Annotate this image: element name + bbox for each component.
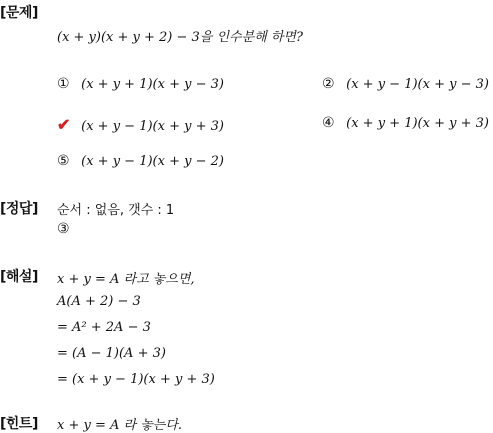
choice-text: (x + y + 1)(x + y − 3) [81, 77, 224, 92]
answer-value: ③ [57, 221, 70, 237]
explanation-line: x + y = A 라고 놓으면, [57, 272, 195, 287]
choice-number: ⑤ [57, 153, 70, 169]
hint-text: x + y = A 라 놓는다. [57, 418, 183, 433]
explanation-line: = (A − 1)(A + 3) [57, 346, 166, 361]
answer-order-line: 순서 : 없음, 갯수 : 1 [57, 203, 175, 218]
choice-text: (x + y − 1)(x + y − 2) [81, 154, 224, 169]
choice-1[interactable] [57, 76, 224, 92]
explanation-line: = A² + 2A − 3 [57, 320, 151, 335]
answer-label: [정답] [0, 201, 38, 217]
choice-3[interactable] [57, 115, 224, 134]
explanation-line: = (x + y − 1)(x + y + 3) [57, 372, 215, 387]
choice-4[interactable] [322, 115, 489, 131]
hint-label: [힌트] [0, 416, 38, 432]
choice-text: (x + y − 1)(x + y + 3) [81, 119, 224, 134]
choice-2[interactable] [322, 76, 489, 92]
problem-label: [문제] [0, 5, 38, 21]
choice-number: ② [322, 76, 335, 92]
explanation-line: A(A + 2) − 3 [57, 294, 141, 309]
choice-text: (x + y − 1)(x + y − 3) [346, 77, 489, 92]
choice-5[interactable] [57, 153, 224, 169]
question-text: (x + y)(x + y + 2) − 3을 인수분해 하면? [57, 30, 303, 45]
choice-text: (x + y + 1)(x + y + 3) [346, 116, 489, 131]
explanation-label: [해설] [0, 269, 38, 285]
check-icon: ✔ [57, 115, 71, 134]
choice-number: ④ [322, 115, 335, 131]
choice-number: ① [57, 76, 70, 92]
